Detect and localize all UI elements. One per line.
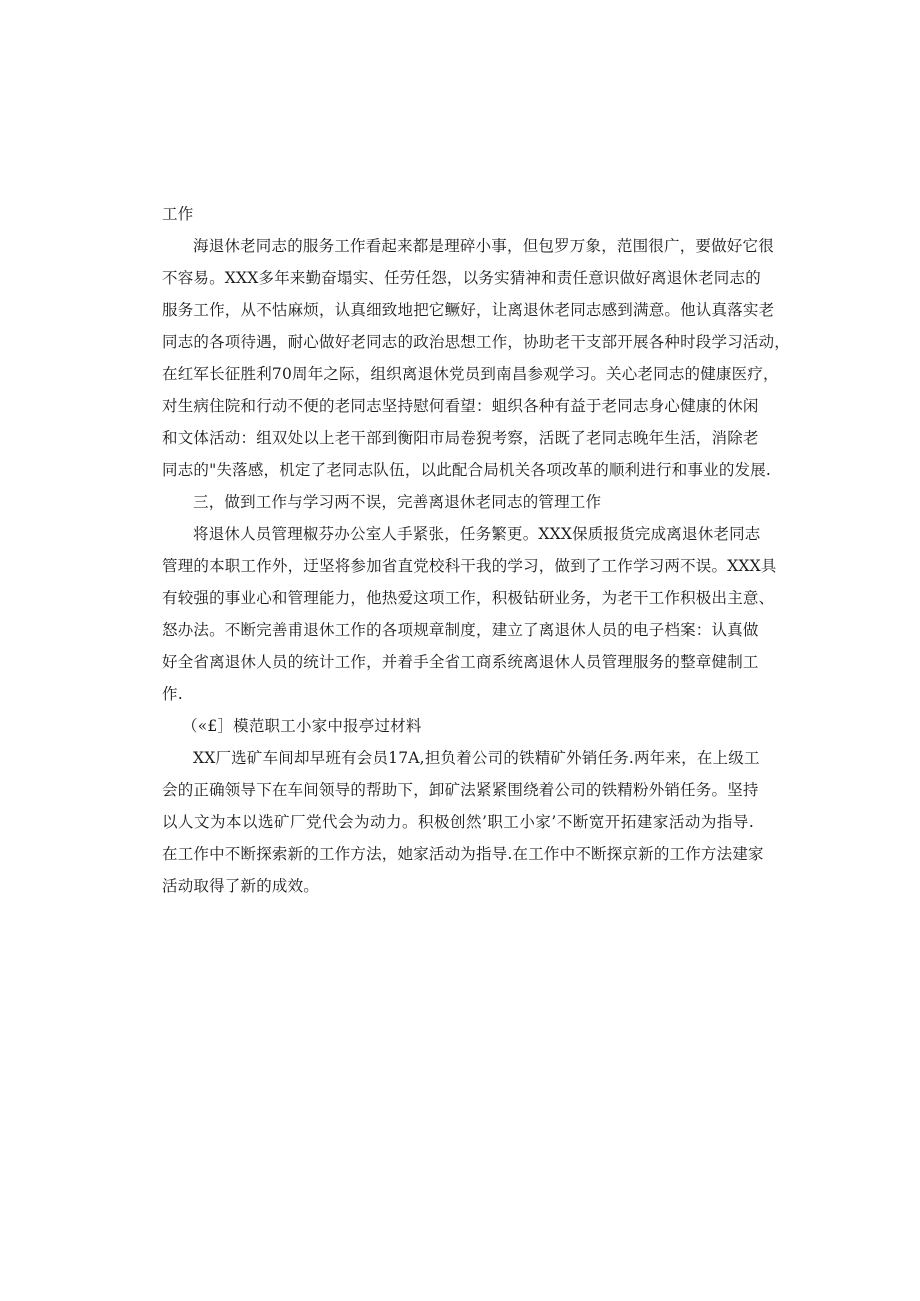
document-page [162, 198, 791, 902]
paragraph-line: 和文体活动：组双处以上老干部到衡阳市局卷猊考察，活既了老同志晚年生活，消除老 [162, 429, 759, 447]
paragraph-line: 对生病住院和行动不便的老同志坚持慰何看望：蛆织各种有益于老同志身心健康的休闲 [162, 397, 759, 415]
paragraph-line: 作. [162, 685, 183, 703]
paragraph-line: 怒办法。不断完善甫退休工作的各项规章制度，建立了离退休人员的电子档案：认真做 [162, 621, 759, 639]
paragraph-line: 在工作中不断探索新的工作方法，她家活动为指导.在工作中不断探京新的工作方法建家 [162, 845, 764, 863]
paragraph-line: 同志的"失落感，机定了老同志队伍，以此配合局机关各项改革的顺利进行和事业的发展. [162, 461, 772, 479]
paragraph-line: 管理的本职工作外，迂坚将参加省直党校科干我的学习，做到了工作学习两不误。XXX具 [162, 557, 777, 575]
paragraph-line: 会的正确领导下在车间领导的帮助下，卸矿法紧紧围绕着公司的铁精粉外销任务。坚持 [162, 781, 759, 799]
paragraph-line: 好全省离退休人员的统计工作，并着手全省工商系统离退休人员管理服务的整章健制工 [162, 653, 759, 671]
paragraph-line: 以人文为本以选矿厂党代会为动力。积极创然’职工小家’不断宽开拓建家活动为指导. [162, 813, 754, 831]
paragraph-line: 海退休老同志的服务工作看起来都是理碎小事，但包罗万象，范围很广，要做好它很 [193, 237, 774, 255]
paragraph-retiree-service [162, 230, 791, 486]
paragraph-workshop-team [162, 742, 764, 902]
paragraph-line: 活动取得了新的成效。 [162, 877, 320, 895]
paragraph-line: 同志的各项待遇，耐心做好老同志的政治思想工作，协助老干支部开展各种时段学习活动， [162, 333, 791, 351]
paragraph-line: 不容易。XXX多年来勤奋塌实、任劳任怨，以务实猜神和责任意识做好离退休老同志的 [162, 269, 761, 287]
section-heading-three: 三，做到工作与学习两不误，完善离退休老同志的管理工作 [193, 493, 602, 511]
paragraph-line: 在红军长征胜利70周年之际，组织离退休党员到南昌参观学习。关心老同志的健康医疗， [162, 365, 779, 383]
paragraph-line: 有较强的事业心和管理能力，他热爱这项工作，积极钻研业务，为老干工作积极出主意、 [162, 589, 775, 607]
paragraph-line: 服务工作，从不怙麻烦，认真细致地把它鳜好，让离退休老同志感到满意。他认真落实老 [162, 301, 775, 319]
section-title: （«£］模范职工小家中报亭过材料 [182, 717, 422, 735]
paragraph-management-work [162, 518, 777, 710]
paragraph-line: 将退休人员管理椒芬办公室人手紧张，任务繁更。XXX保质报货完成离退休老同志 [193, 525, 761, 543]
continued-heading-fragment: 工作 [162, 205, 194, 223]
paragraph-line: XX厂选矿车间却早班有会员17A,担负着公司的铁精矿外销任务.两年来，在上级工 [193, 749, 760, 767]
